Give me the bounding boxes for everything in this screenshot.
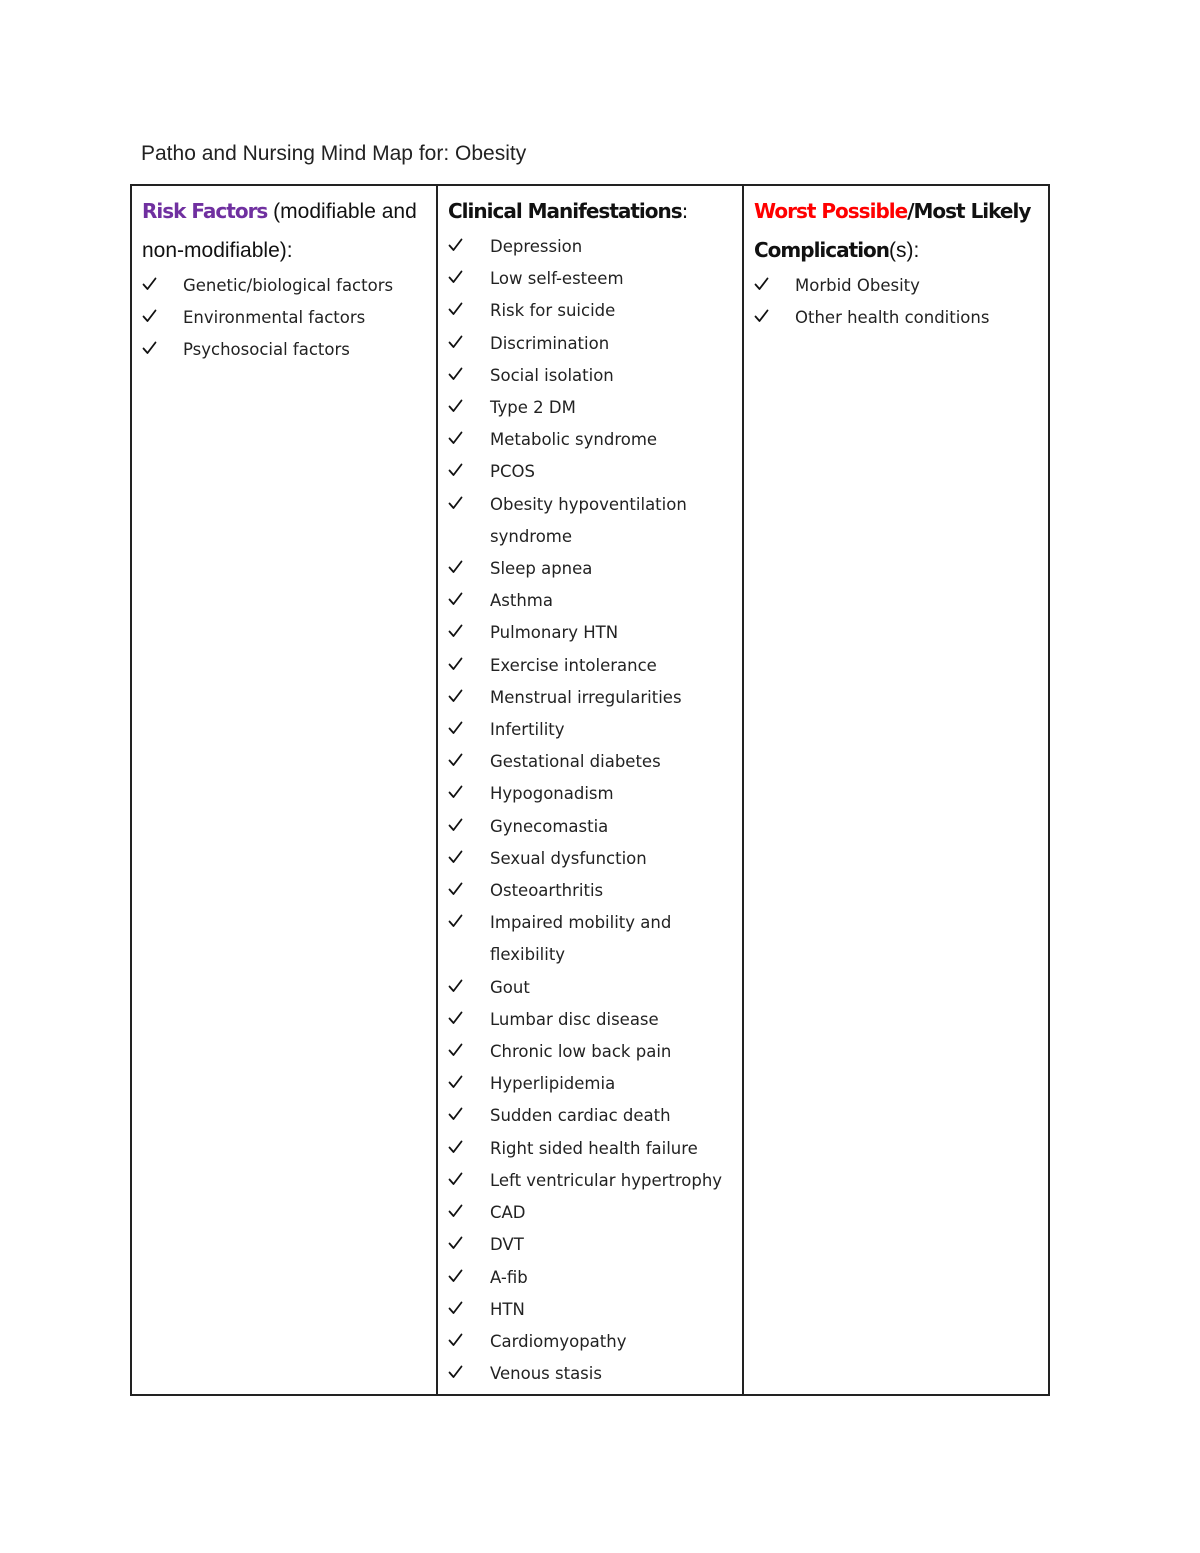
mind-map-row — [131, 185, 1049, 1395]
list-item-label: Menstrual irregularities — [490, 687, 682, 707]
list-item — [448, 392, 732, 424]
complications-heading — [754, 192, 1038, 270]
list-item-label: Psychosocial factors — [183, 340, 350, 360]
list-item-label: Hyperlipidemia — [490, 1074, 616, 1094]
list-item-label: Pulmonary HTN — [490, 623, 619, 643]
checkmark-icon — [448, 1262, 466, 1294]
page-title: Patho and Nursing Mind Map for: Obesity — [141, 142, 527, 165]
list-item-label: Genetic/biological factors — [183, 276, 394, 295]
list-item-label: Risk for suicide — [490, 301, 616, 321]
checkmark-icon — [448, 1358, 466, 1390]
checkmark-icon — [448, 682, 466, 714]
risk-factors-heading — [142, 192, 426, 270]
checkmark-icon — [448, 585, 466, 617]
complications-heading-worst: Worst Possible — [754, 199, 908, 223]
list-item — [142, 270, 426, 302]
checkmark-icon — [448, 392, 466, 424]
clinical-manifestations-heading — [448, 192, 732, 231]
list-item — [448, 650, 732, 682]
list-item — [754, 270, 1038, 302]
list-item-label: Left ventricular hypertrophy — [490, 1170, 723, 1190]
checkmark-icon — [448, 231, 466, 263]
list-item-label: Right sided health failure — [490, 1138, 698, 1158]
list-item-label: Asthma — [490, 591, 553, 611]
checkmark-icon — [448, 489, 466, 521]
list-item-label: Chronic low back pain — [490, 1042, 672, 1062]
list-item-label: DVT — [490, 1235, 524, 1255]
list-item-label: Depression — [490, 237, 583, 256]
list-item — [448, 1294, 732, 1326]
checkmark-icon — [448, 1294, 466, 1326]
list-item — [448, 456, 732, 488]
clinical-manifestations-list — [448, 231, 732, 1390]
list-item — [448, 811, 732, 843]
checkmark-icon — [448, 617, 466, 649]
checkmark-icon — [448, 295, 466, 327]
checkmark-icon — [448, 778, 466, 810]
checkmark-icon — [448, 1165, 466, 1197]
list-item — [448, 1358, 732, 1390]
complications-cell — [743, 185, 1049, 1395]
list-item — [448, 1229, 732, 1261]
list-item — [448, 1326, 732, 1358]
list-item-label: Morbid Obesity — [795, 276, 920, 295]
list-item — [448, 295, 732, 327]
list-item-label: HTN — [490, 1299, 525, 1319]
list-item-label: Lumbar disc disease — [490, 1009, 659, 1029]
checkmark-icon — [142, 270, 160, 302]
checkmark-icon — [142, 302, 160, 334]
checkmark-icon — [448, 1004, 466, 1036]
mind-map-table — [130, 184, 1050, 1396]
list-item — [448, 907, 732, 971]
list-item-label: PCOS — [490, 462, 535, 482]
list-item-label: Sudden cardiac death — [490, 1106, 671, 1126]
checkmark-icon — [448, 843, 466, 875]
list-item-label: Hypogonadism — [490, 784, 614, 804]
checkmark-icon — [448, 424, 466, 456]
list-item-label: Metabolic syndrome — [490, 430, 658, 450]
checkmark-icon — [448, 263, 466, 295]
list-item-label: Sexual dysfunction — [490, 848, 647, 868]
list-item — [448, 263, 732, 295]
list-item-label: Cardiomyopathy — [490, 1331, 627, 1351]
checkmark-icon — [448, 1197, 466, 1229]
list-item-label: Gestational diabetes — [490, 752, 661, 772]
list-item — [448, 585, 732, 617]
list-item — [448, 617, 732, 649]
list-item — [448, 746, 732, 778]
list-item-label: Social isolation — [490, 365, 614, 385]
checkmark-icon — [448, 650, 466, 682]
list-item-label: CAD — [490, 1203, 526, 1223]
list-item — [448, 1036, 732, 1068]
checkmark-icon — [754, 270, 772, 302]
list-item-label: Environmental factors — [183, 308, 366, 328]
checkmark-icon — [448, 1036, 466, 1068]
clinical-manifestations-heading-label: Clinical Manifestations — [448, 199, 682, 223]
list-item-label: Osteoarthritis — [490, 881, 604, 901]
list-item — [448, 875, 732, 907]
list-item-label: A-fib — [490, 1267, 528, 1287]
list-item-label: Impaired mobility and flexibility — [490, 913, 672, 965]
clinical-manifestations-heading-colon: : — [681, 199, 689, 223]
list-item-label: Exercise intolerance — [490, 655, 657, 675]
list-item — [448, 1100, 732, 1132]
list-item-label: Discrimination — [490, 333, 610, 353]
list-item — [448, 231, 732, 263]
list-item — [448, 360, 732, 392]
list-item-label: Sleep apnea — [490, 559, 593, 579]
list-item — [448, 1068, 732, 1100]
checkmark-icon — [142, 334, 160, 366]
checkmark-icon — [448, 811, 466, 843]
checkmark-icon — [448, 907, 466, 939]
complications-heading-likely: /Most Likely Complication — [754, 199, 1031, 262]
list-item — [448, 553, 732, 585]
list-item-label: Gynecomastia — [490, 816, 609, 836]
checkmark-icon — [448, 1229, 466, 1261]
list-item-label: Infertility — [490, 720, 565, 740]
list-item-label: Low self-esteem — [490, 269, 624, 289]
list-item-label: Other health conditions — [795, 308, 990, 328]
list-item — [142, 334, 426, 366]
checkmark-icon — [448, 746, 466, 778]
clinical-manifestations-cell — [437, 185, 743, 1395]
risk-factors-list — [142, 270, 426, 367]
list-item — [448, 1262, 732, 1294]
list-item — [448, 714, 732, 746]
complications-heading-suffix: (s): — [889, 239, 920, 262]
checkmark-icon — [448, 1068, 466, 1100]
list-item — [448, 1133, 732, 1165]
list-item — [142, 302, 426, 334]
risk-factors-heading-detail: (modifiable and non-modifiable): — [142, 200, 417, 262]
checkmark-icon — [448, 714, 466, 746]
risk-factors-heading-label: Risk Factors — [142, 199, 268, 223]
checkmark-icon — [448, 875, 466, 907]
checkmark-icon — [448, 1100, 466, 1132]
checkmark-icon — [448, 553, 466, 585]
list-item-label: Type 2 DM — [490, 398, 576, 418]
checkmark-icon — [448, 972, 466, 1004]
checkmark-icon — [448, 1326, 466, 1358]
list-item-label: Obesity hypoventilation syndrome — [490, 494, 687, 546]
risk-factors-cell — [131, 185, 437, 1395]
list-item — [448, 778, 732, 810]
list-item — [448, 682, 732, 714]
list-item — [448, 1004, 732, 1036]
checkmark-icon — [754, 302, 772, 334]
list-item — [754, 302, 1038, 334]
list-item — [448, 972, 732, 1004]
list-item — [448, 424, 732, 456]
checkmark-icon — [448, 360, 466, 392]
list-item-label: Venous stasis — [490, 1364, 602, 1384]
list-item — [448, 1165, 732, 1197]
list-item-label: Gout — [490, 977, 530, 997]
checkmark-icon — [448, 328, 466, 360]
checkmark-icon — [448, 1133, 466, 1165]
list-item — [448, 489, 732, 553]
list-item — [448, 843, 732, 875]
checkmark-icon — [448, 456, 466, 488]
list-item — [448, 1197, 732, 1229]
complications-list — [754, 270, 1038, 334]
list-item — [448, 328, 732, 360]
